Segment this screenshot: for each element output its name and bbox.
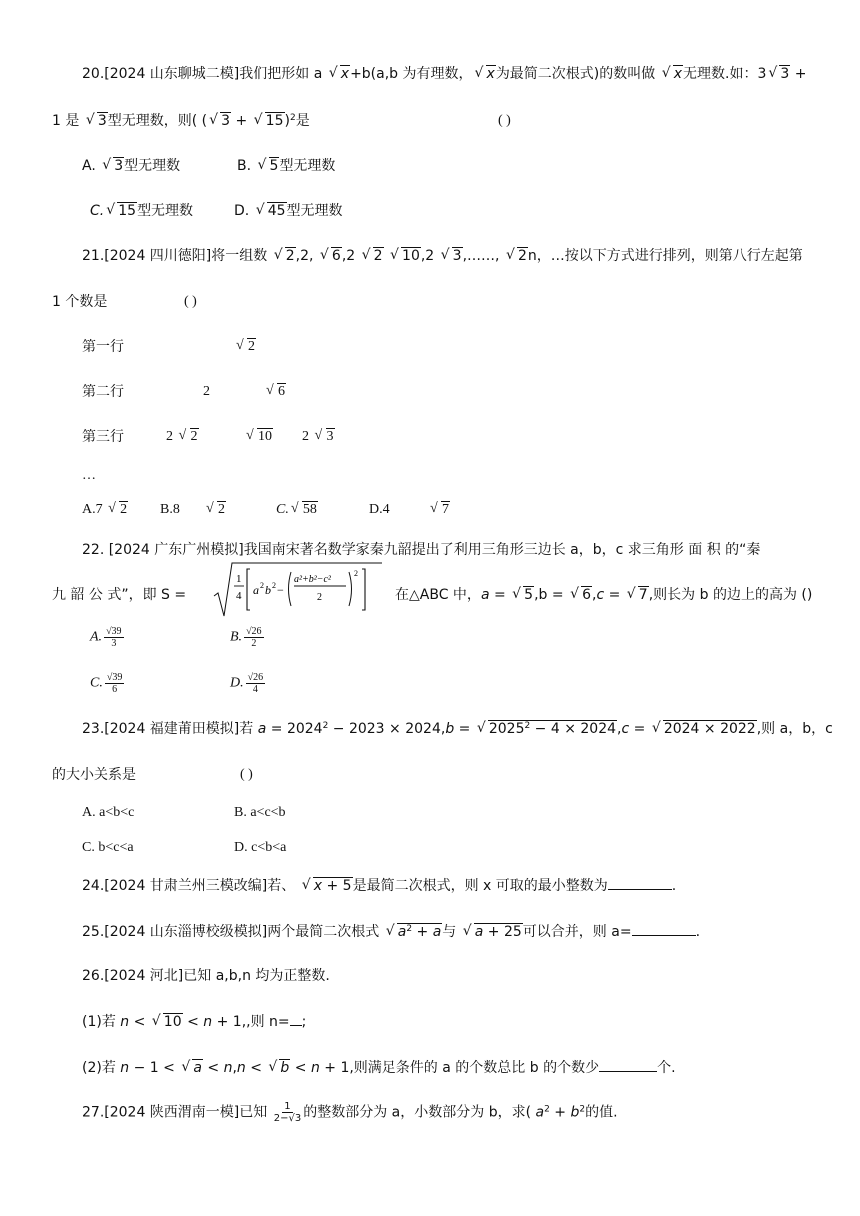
q25-number: 25. — [82, 924, 105, 940]
q21-option-d: D.4 — [369, 502, 390, 517]
q23-option-c: C. b<c<a — [82, 840, 134, 855]
q26-line: 26.[2024 河北]已知 a,b,n 均为正整数. — [82, 968, 330, 984]
q23-paren: ( ) — [240, 767, 253, 782]
q21-paren: ( ) — [184, 294, 197, 309]
q21-option-c: C.√ 58 — [276, 500, 318, 520]
q20-source: [2024 山东聊城二模] — [104, 66, 240, 82]
q21-option-b-val: √ 2 — [204, 500, 226, 520]
q27-number: 27. — [82, 1104, 105, 1121]
q21-line2: 1 个数是 — [52, 294, 108, 310]
q22-line1: 22. [2024 广东广州模拟]我国南宋著名数学家秦九韶提出了利用三角形三边长 a，b，c 求三角形 面 积 的“秦 — [82, 542, 761, 558]
q22-source: [2024 广东广州模拟] — [108, 542, 244, 558]
svg-text:−: − — [277, 583, 284, 597]
q22-number: 22. — [82, 542, 105, 558]
q23-line2: 的大小关系是 — [52, 767, 136, 783]
q25-source: [2024 山东淄博校级模拟] — [104, 924, 268, 940]
sqrt-x: √ x — [475, 64, 496, 84]
q27-source: [2024 陕西渭南一模] — [104, 1104, 240, 1121]
q21-option-a: A.7 √ 2 — [82, 500, 128, 520]
q23-option-d: D. c<b<a — [234, 840, 287, 855]
answer-blank[interactable] — [599, 1059, 657, 1072]
q21-option-b: B.8 — [160, 502, 180, 517]
q21-row2-v1: 2 — [203, 384, 210, 399]
q20-option-a: A. √ 3型无理数 — [82, 156, 180, 176]
svg-text:2: 2 — [272, 581, 276, 590]
sqrt-x: √ x — [329, 64, 350, 84]
q25-line: 25.[2024 山东淄博校级模拟]两个最简二次根式 √ $a^2 + a$与 √ a + 25可以合并，则 a= . — [82, 922, 700, 942]
svg-text:2: 2 — [354, 569, 358, 578]
sqrt-3: √ 3 — [768, 64, 790, 84]
q20-line2: 1 是 √ 3型无理数，则( (√ 3 + √ 15)$^2$是 — [52, 111, 310, 131]
q24-line: 24.[2024 甘肃兰州三模改编]若、 √ x + 5是最简二次根式，则 x 可取的最小整数为 . — [82, 876, 676, 896]
q20-number: 20. — [82, 66, 105, 82]
svg-text:4: 4 — [236, 590, 242, 602]
qin-jiushao-formula — [212, 560, 384, 620]
q20-line1: 20.[2024 山东聊城二模]我们把形如 a √ x+b(a,b 为有理数，√ x为最简二次根式)的数叫做 √ x无理数.如：3√ 3 + — [82, 64, 807, 84]
q27-line: 27.[2024 陕西渭南一模]已知 $\frac{1}{2-√3}$ 的整数部分为 a，小数部分为 b，求( $a^2 + b^2$的值. — [82, 1101, 618, 1124]
svg-text:a: a — [253, 583, 259, 597]
q21-row3-v3: 2 √ 3 — [302, 427, 335, 447]
q23-option-b: B. a<c<b — [234, 805, 286, 820]
fraction: $\frac{1}{2-√3}$ — [273, 1101, 302, 1124]
q22-line2-rest: 在△ABC 中，a = √ 5,b = √ 6,c = √ 7,则长为 b 的边上的高为 () — [395, 585, 812, 605]
q22-option-c: C. $\frac{√39}{6}$ — [90, 672, 123, 695]
q21-number: 21. — [82, 248, 105, 264]
q23-source: [2024 福建莆田模拟] — [104, 721, 240, 737]
q21-source: [2024 四川德阳] — [104, 248, 212, 264]
q26-number: 26. — [82, 968, 105, 984]
q21-row3-v1: 2 √ 2 — [166, 427, 199, 447]
answer-blank[interactable] — [290, 1013, 302, 1026]
q21-line1: 21.[2024 四川德阳]将一组数 √ 2,2, √ 6,2 √ 2 √ 10,2 √ 3,……, √ 2n，…按以下方式进行排列，则第八行左起第 — [82, 246, 803, 266]
q21-row1-v1: √ 2 — [234, 337, 256, 357]
q24-source: [2024 甘肃兰州三模改编] — [104, 878, 268, 894]
q26-source: [2024 河北] — [104, 968, 184, 984]
q21-row3-v2: √ 10 — [244, 427, 273, 447]
svg-text:a²+b²−c²: a²+b²−c² — [294, 574, 331, 585]
answer-blank[interactable] — [608, 877, 672, 890]
q22-line2-label: 九 韶 公 式”，即 S = — [52, 587, 187, 603]
q24-number: 24. — [82, 878, 105, 894]
q21-row1-label: 第一行 — [82, 339, 124, 355]
q23-line1: 23.[2024 福建莆田模拟]若 $a = 2024^2 - 2023 \times 2024,b$ = √ $2025^2 - 4 \times 2024,c$ = √ 2024 × 2022,则 a，b，c — [82, 719, 833, 739]
q21-row3-label: 第三行 — [82, 429, 124, 445]
q22-option-d: D. $\frac{√26}{4}$ — [230, 672, 264, 695]
q20-option-c: C.√ 15型无理数 — [90, 201, 193, 221]
q20-option-b: B. √ 5型无理数 — [237, 156, 335, 176]
svg-text:1: 1 — [236, 573, 242, 585]
q23-option-a: A. a<b<c — [82, 805, 135, 820]
q26-part2: (2)若 n − 1 < √ a < n,n < √ b < n + 1,则满足条件的 a 的个数总比 b 的个数少 个. — [82, 1058, 676, 1078]
svg-text:b: b — [265, 583, 271, 597]
svg-text:2: 2 — [260, 581, 264, 590]
q21-option-d-val: √ 7 — [428, 500, 450, 520]
q23-number: 23. — [82, 721, 105, 737]
q21-ellipsis: … — [82, 468, 96, 483]
q21-row2-label: 第二行 — [82, 384, 124, 400]
q26-part1: (1)若 n < √ 10 < n + 1,,则 n= ; — [82, 1012, 306, 1032]
formula-radical-svg — [212, 560, 384, 620]
svg-text:2: 2 — [317, 592, 322, 603]
q20-paren: ( ) — [498, 113, 511, 128]
q20-option-d: D. √ 45型无理数 — [234, 201, 343, 221]
q22-option-b: B. $\frac{√26}{2}$ — [230, 626, 262, 649]
q21-row2-v2: √ 6 — [264, 382, 286, 402]
q22-option-a: A. $\frac{√39}{3}$ — [90, 626, 122, 649]
sqrt-x: √ x — [662, 64, 683, 84]
answer-blank[interactable] — [632, 923, 696, 936]
